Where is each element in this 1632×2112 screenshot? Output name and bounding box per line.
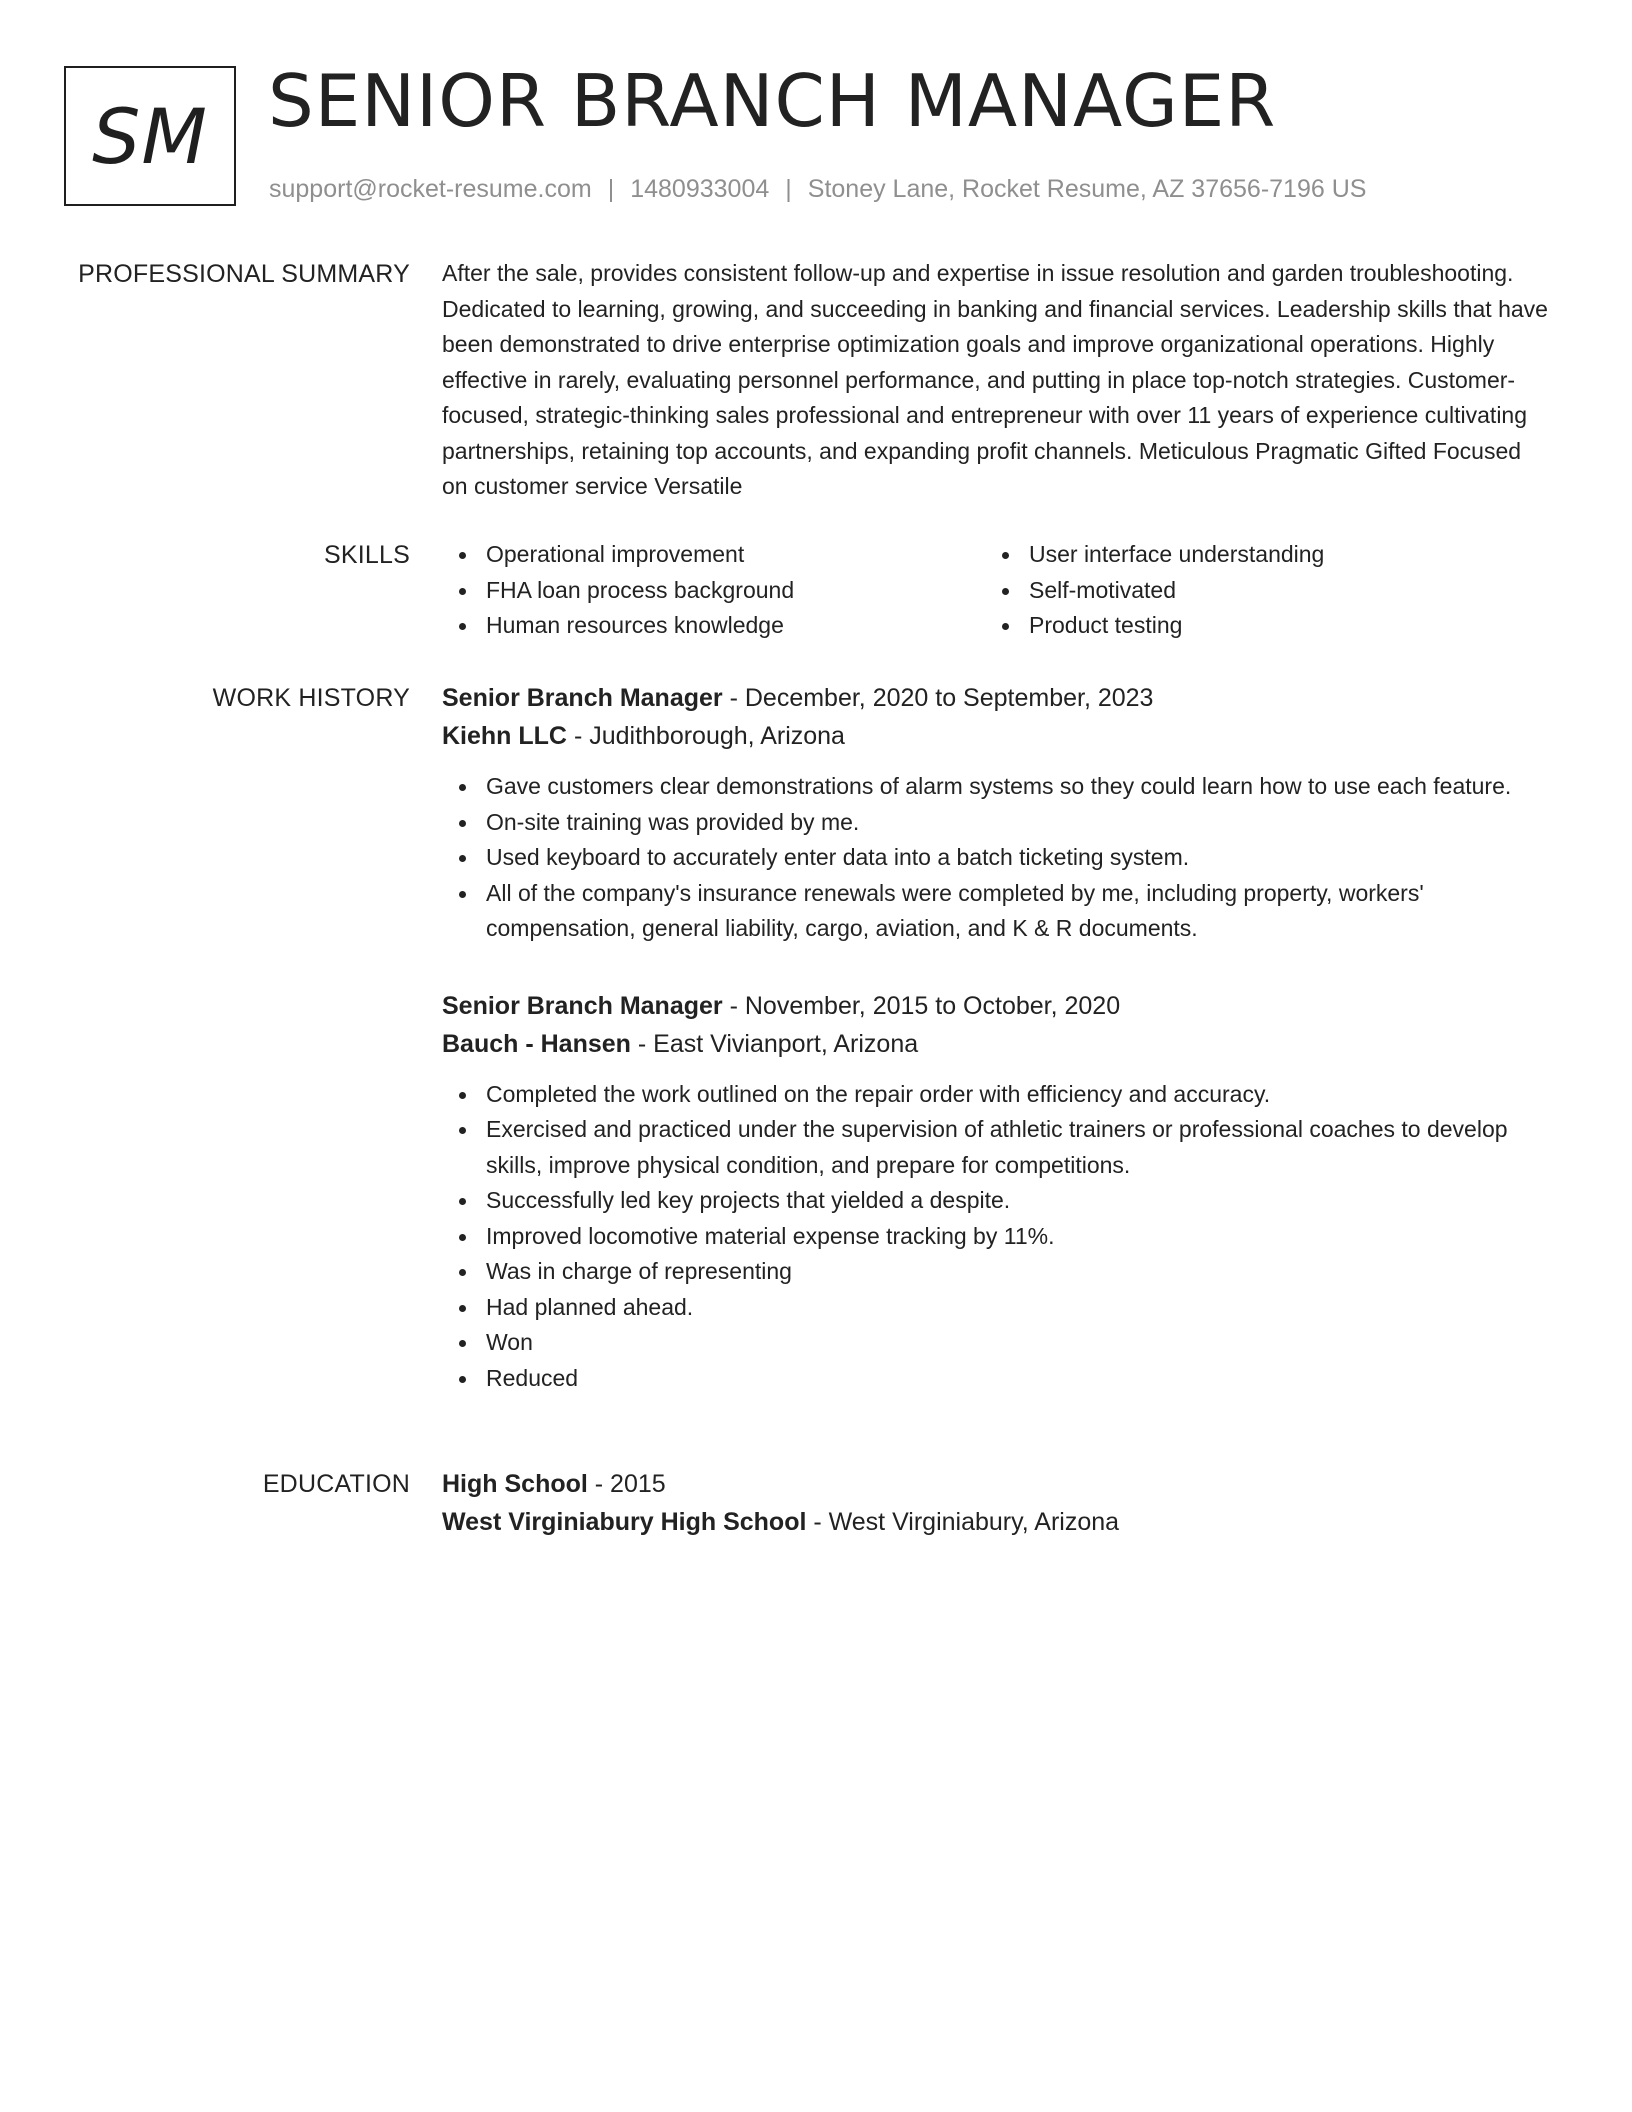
job-bullet: Was in charge of representing bbox=[442, 1254, 1552, 1290]
job-title: Senior Branch Manager bbox=[442, 684, 723, 712]
job-bullet: Used keyboard to accurately enter data into a batch ticketing system. bbox=[442, 840, 1552, 876]
job-bullet: On-site training was provided by me. bbox=[442, 805, 1552, 841]
education-degree-line bbox=[442, 1465, 1552, 1503]
education-school-line bbox=[442, 1503, 1552, 1541]
skills-body bbox=[442, 537, 1552, 644]
summary-heading: PROFESSIONAL SUMMARY bbox=[78, 260, 410, 288]
job-title-line bbox=[442, 987, 1552, 1025]
job-bullet: Exercised and practiced under the supervision of athletic trainers or professional coaches to develop skills, improve physical condition, and prepare for competitions. bbox=[442, 1112, 1552, 1183]
job-bullets bbox=[442, 1077, 1552, 1397]
skills-list-right bbox=[985, 537, 1528, 644]
skill-item: Product testing bbox=[985, 608, 1528, 644]
job-location: - East Vivianport, Arizona bbox=[630, 1029, 919, 1058]
education-body bbox=[442, 1465, 1552, 1555]
job-title: Senior Branch Manager bbox=[442, 991, 723, 1020]
skill-item: Self-motivated bbox=[985, 573, 1528, 609]
job-dates: - November, 2015 to October, 2020 bbox=[722, 991, 1121, 1020]
education-degree: High School bbox=[442, 1470, 588, 1498]
job-entry bbox=[442, 987, 1552, 1397]
job-dates: - December, 2020 to September, 2023 bbox=[722, 684, 1154, 712]
contact-line bbox=[269, 172, 1366, 206]
job-bullet: Won bbox=[442, 1325, 1552, 1361]
contact-phone[interactable]: 1480933004 bbox=[630, 175, 770, 203]
skill-item: User interface understanding bbox=[985, 537, 1528, 573]
contact-separator: | bbox=[785, 175, 792, 203]
job-company: Bauch - Hansen bbox=[442, 1029, 631, 1058]
job-location: - Judithborough, Arizona bbox=[567, 722, 845, 750]
summary-text: After the sale, provides consistent follow-up and expertise in issue resolution and garden troubleshooting. Dedicated to learning, growing, and succeeding in banking and financial services. Leadership skills that have been demonstrated to drive enterprise optimization goals and improve organizational operations. Highly effective in rarely, evaluating personnel performance, and putting in place top-notch strategies. Customer-focused, strategic-thinking sales professional and entrepreneur with over 11 years of experience cultivating partnerships, retaining top accounts, and expanding profit channels. Meticulous Pragmatic Gifted Focused on customer service Versatile bbox=[442, 260, 1548, 499]
job-bullet: Gave customers clear demonstrations of alarm systems so they could learn how to use each feature. bbox=[442, 769, 1552, 805]
education-year: - 2015 bbox=[587, 1470, 666, 1498]
work-history-heading: WORK HISTORY bbox=[212, 684, 410, 712]
skills-list-left bbox=[442, 537, 985, 644]
job-title-line bbox=[442, 679, 1552, 717]
job-company: Kiehn LLC bbox=[442, 722, 567, 750]
job-bullets bbox=[442, 769, 1552, 947]
education-location: - West Virginiabury, Arizona bbox=[806, 1508, 1120, 1536]
job-entry bbox=[442, 679, 1552, 947]
contact-email[interactable]: support@rocket-resume.com bbox=[269, 175, 592, 203]
job-bullet: All of the company's insurance renewals were completed by me, including property, workers' compensation, general liability, cargo, aviation, and K & R documents. bbox=[442, 876, 1552, 947]
job-bullet: Improved locomotive material expense tracking by 11%. bbox=[442, 1219, 1552, 1255]
education-school: West Virginiabury High School bbox=[442, 1508, 807, 1536]
work-history-body bbox=[442, 679, 1552, 1436]
job-bullet: Successfully led key projects that yielded a despite. bbox=[442, 1183, 1552, 1219]
job-bullet: Completed the work outlined on the repair order with efficiency and accuracy. bbox=[442, 1077, 1552, 1113]
job-bullet: Had planned ahead. bbox=[442, 1290, 1552, 1326]
summary-body bbox=[442, 256, 1552, 505]
education-heading: EDUCATION bbox=[262, 1470, 410, 1498]
job-bullet: Reduced bbox=[442, 1361, 1552, 1397]
contact-address: Stoney Lane, Rocket Resume, AZ 37656-7196 US bbox=[807, 175, 1367, 203]
monogram-badge: SM bbox=[64, 66, 236, 206]
resume-title: SENIOR BRANCH MANAGER bbox=[268, 59, 1277, 143]
contact-separator: | bbox=[607, 175, 615, 203]
skill-item: FHA loan process background bbox=[442, 573, 985, 609]
job-company-line bbox=[442, 1025, 1552, 1063]
skill-item: Human resources knowledge bbox=[442, 608, 985, 644]
skill-item: Operational improvement bbox=[442, 537, 985, 573]
job-company-line bbox=[442, 717, 1552, 755]
skills-heading: SKILLS bbox=[324, 541, 410, 569]
